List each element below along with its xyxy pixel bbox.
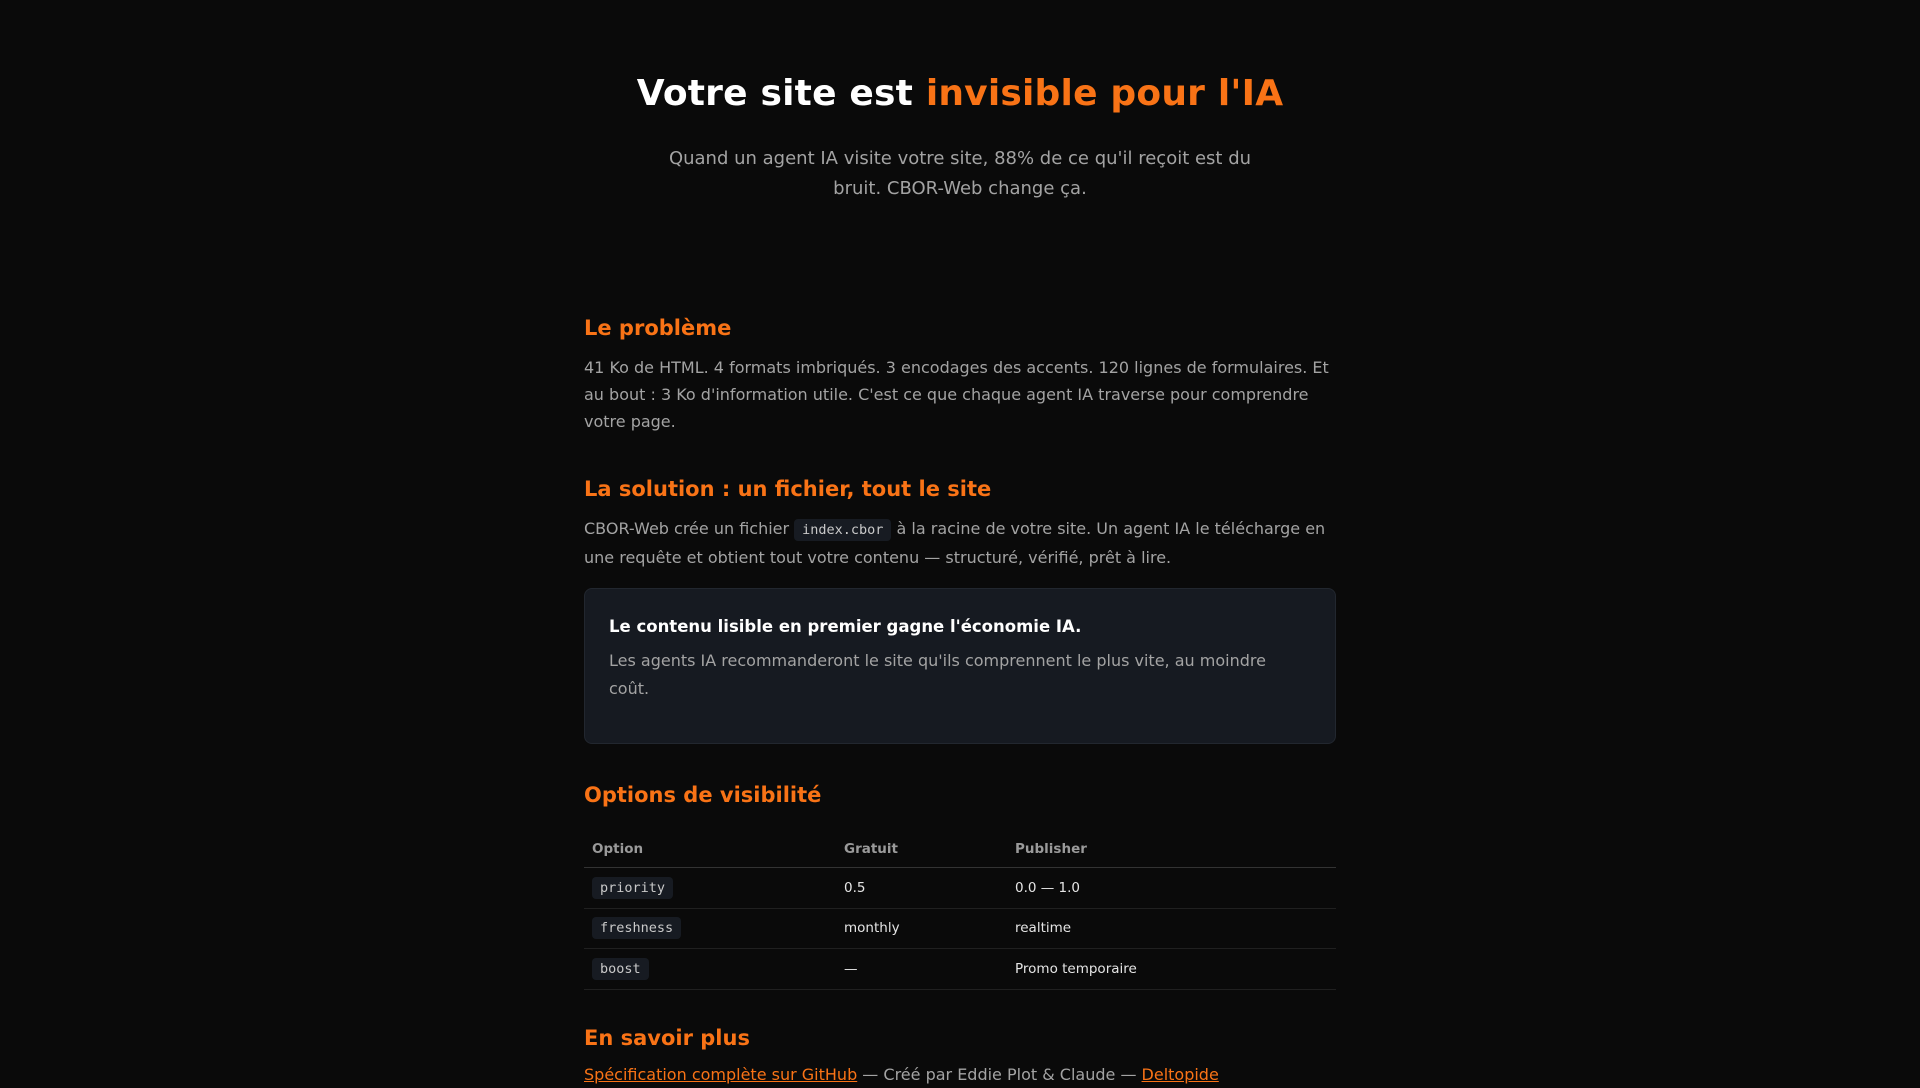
publisher-cell: realtime	[1007, 908, 1336, 949]
options-table	[584, 833, 1336, 990]
table-header-row	[584, 833, 1336, 868]
option-cell	[584, 908, 836, 949]
publisher-cell: Promo temporaire	[1007, 949, 1336, 990]
problem-heading: Le problème	[584, 316, 732, 340]
solution-text-before: CBOR-Web crée un fichier	[584, 519, 795, 538]
solution-text-after: à la racine de votre site. Un agent IA le télécharge en une requête et obtient tout votre contenu — structuré, vérifié, prêt à lire.	[584, 519, 1326, 567]
publisher-cell: 0.0 — 1.0	[1007, 868, 1336, 909]
options-heading: Options de visibilité	[584, 783, 822, 807]
learn-more-heading: En savoir plus	[584, 1025, 750, 1050]
column-header-option: Option	[584, 833, 836, 868]
table-row	[584, 868, 1336, 909]
learn-more-section	[584, 1022, 1336, 1088]
option-code: boost	[592, 958, 649, 980]
filename-code: index.cbor	[794, 519, 891, 541]
callout-title: Le contenu lisible en premier gagne l'économie IA.	[609, 617, 1082, 636]
learn-more-links	[584, 1062, 1336, 1088]
option-code: priority	[592, 877, 673, 899]
page-title-prefix: Votre site est	[636, 73, 926, 114]
free-cell: 0.5	[836, 868, 1007, 909]
hero-section	[0, 0, 1920, 204]
table-row	[584, 949, 1336, 990]
option-cell	[584, 949, 836, 990]
deltopide-link[interactable]: Deltopide	[1141, 1064, 1219, 1084]
solution-heading: La solution : un fichier, tout le site	[584, 477, 992, 501]
hero-subtitle: Quand un agent IA visite votre site, 88% de ce qu'il reçoit est du bruit. CBOR-Web change ça.	[668, 148, 1252, 199]
main-content	[584, 312, 1336, 1088]
options-section	[584, 779, 1336, 990]
free-cell: monthly	[836, 908, 1007, 949]
problem-text: 41 Ko de HTML. 4 formats imbriqués. 3 encodages des accents. 120 lignes de formulaires. Et au bout : 3 Ko d'information utile. C'est ce que chaque agent IA traverse pour comprendre votre page.	[584, 358, 1329, 431]
page-title-accent: invisible pour l'IA	[925, 73, 1284, 114]
callout-card	[584, 588, 1336, 744]
column-header-free: Gratuit	[836, 833, 1007, 868]
github-spec-link[interactable]: Spécification complète sur GitHub	[584, 1064, 858, 1084]
callout-text: Les agents IA recommanderont le site qu'ils comprennent le plus vite, au moindre coût.	[609, 651, 1266, 698]
solution-section	[584, 473, 1336, 744]
option-code: freshness	[592, 917, 681, 939]
table-row	[584, 908, 1336, 949]
free-cell: —	[836, 949, 1007, 990]
problem-section	[584, 312, 1336, 435]
solution-text	[584, 515, 1336, 571]
option-cell	[584, 868, 836, 909]
page-title	[0, 70, 1920, 118]
column-header-publisher: Publisher	[1007, 833, 1336, 868]
credits-text: — Créé par Eddie Plot & Claude —	[857, 1064, 1142, 1084]
